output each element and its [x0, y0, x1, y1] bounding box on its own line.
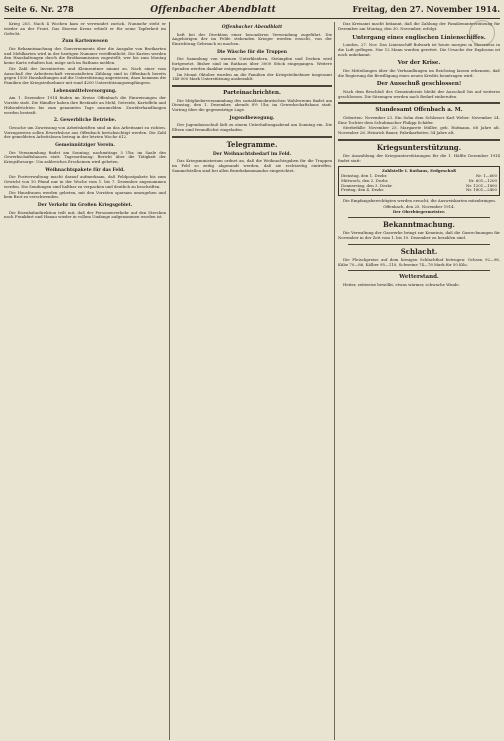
issue-date: Freitag, den 27. November 1914. — [352, 4, 500, 14]
schedule-row: Mittwoch, den 2. Dezbr. Nr. 601—1200 — [341, 177, 498, 183]
schedule-title: Zahlstelle I. Rathaus, Erdgeschoß — [381, 168, 457, 174]
article-text: Geburten: November 23. Ein Sohn dem Schlosser Karl Weber. November 24. Eine Tochter dem Schuhmacher Philipp Schäfer. — [338, 114, 500, 125]
article-text: Die Mitteilungen über die Verhandlungen im Reichstag lassen erkennen, daß die Regierung die Bewilligung eines neuen Kredits beantragen wird. — [338, 67, 500, 78]
article-text: London, 27. Nov. Das Linienschiff Bulwark ist heute morgen in Sheerness in die Luft geflogen. Nur 12 Mann wurden gerettet. Die Ursache der Explosion ist noch unbekannt. — [338, 42, 500, 57]
masthead — [4, 3, 500, 19]
article-text: Krieg 203. Nach 4 Wochen kam er verwundet zurück. Nunmehr steht er wieder an der Front. Das Eiserne Kreuz erhielt er für seine Tapferkeit im Gefecht. — [4, 22, 166, 36]
article-text: Die Auszahlung der Kriegsunterstützungen für die 1. Hälfte Dezember 1914 findet statt: — [338, 152, 500, 163]
article-text: Die Zahl der Inventierten und Kleinrentner nimmt zu. Nach einer vom Ausschuß der Arbeiterschaft veranstalteten Zählung sind in Offenbach bereits gegen 1500 Haushaltungen auf die Unterstützung angewiesen; dazu kommen die Familien der Kriegsteilnehmer mit rund 4200 Unterstützungsempfängern. — [4, 65, 166, 85]
article-text: Heiter, zeitweise bewölkt, etwas wärmer, schwache Winde. — [343, 281, 460, 287]
divider — [348, 217, 490, 218]
article-heading: Untergang eines englischen Linienschiffes. — [352, 34, 486, 41]
article-heading: 2. Gewerbliche Betriebe. — [53, 118, 117, 124]
schedule-row: Dienstag, den 1. Dezbr. Nr. 1—600 — [341, 173, 498, 178]
article-heading: Weihnachtspakete für das Feld. — [45, 167, 125, 173]
article-text: Sterbefälle: November 25. Margarete Müller, geb. Hofmann, 68 Jahre alt. November 26. Heinrich Bauer, Fabrikarbeiter, 54 Jahre alt. — [338, 125, 500, 135]
newspaper-title: Offenbacher Abendblatt — [150, 5, 276, 15]
column-right — [338, 22, 500, 740]
section-heading: Parteinachrichten. — [223, 90, 281, 96]
notice-heading: Bekanntmachung. — [383, 220, 455, 230]
article-heading: Vor der Krise. — [397, 60, 441, 67]
column-header: Offenbacher Abendblatt — [221, 25, 283, 30]
notice-signature: Der Oberbürgermeister. — [392, 208, 446, 214]
notice-heading: Kriegsunterstützung. — [376, 142, 462, 152]
section-heading: Telegramme. — [226, 139, 278, 149]
article-text: Im Monat Oktober wurden an die Familien der Kriegsteilnehmer insgesamt 148 000 Mark Unterstützung ausbezahlt. — [172, 71, 333, 82]
notice-date: Offenbach, den 25. November 1914. — [383, 203, 455, 209]
divider — [172, 85, 332, 87]
notice-heading: Wetterstand. — [399, 274, 439, 281]
page-number: Seite 6. Nr. 278 — [4, 4, 74, 14]
article-heading: Lebensmittelversorgung. — [53, 88, 117, 94]
article-text: Der Jugendausschuß lädt zu einem Unterhaltungsabend am Sonntag ein. Die Eltern sind freundlichst eingeladen. — [172, 122, 333, 132]
column-middle — [169, 22, 335, 740]
divider — [348, 270, 490, 271]
article-heading: Zum Kartenwesen — [62, 39, 108, 45]
column-left — [4, 22, 166, 740]
library-stamp — [469, 20, 495, 46]
article-heading: Jugendbewegung. — [229, 115, 275, 121]
article-heading: Die Wäsche für die Truppen — [216, 49, 288, 55]
article-text: Das Kriegsministerium ordnet an, daß die Weihnachtsgaben für die Truppen im Feld so zeitig abgesandt werden, daß sie rechtzeitig eintreffen. Sammelstellen sind bei allen Bezirkskommandos eingerichtet. — [172, 158, 333, 173]
article-text: Die Empfangsberechtigten werden ersucht, die Ausweiskarten mitzubringen. — [343, 198, 496, 203]
article-heading: Der Weihnachtsbedarf im Feld. — [212, 151, 292, 157]
article-text: Die Fleischpreise auf dem hiesigen Schlachthof betrugen: Ochsen 92—98, Kühe 70—86, Kälber 95—110, Schweine 74—78 Mark für 50 Kilo. — [338, 256, 500, 267]
article-heading: Der Verkehr im Großen Kriegsgebiet. — [37, 203, 133, 208]
article-text: Die Postverwaltung macht darauf aufmerksam, daß Feldpostpakete bis zum Gewicht von 10 Pfund nur in der Woche vom 1. bis 7. Dezember angenommen werden. Die Sendungen sind haltbar zu verpacken und deutlich zu beschriften. — [4, 174, 166, 189]
article-text: Das Kreisamt macht bekannt, daß die Zahlung der Familienunterstützung für Dezember am Montag, den 30. November, erfolgt. — [338, 22, 500, 31]
article-heading: Der Ausschuß geschlossen! — [376, 81, 462, 88]
divider — [338, 139, 500, 141]
article-text: Die Eisenbahndirektion teilt mit, daß der Personenverkehr auf den Strecken nach Frankfurt und Hanau wieder in vollem Umfange aufgenommen worden ist. — [4, 209, 166, 220]
article-text: Die Hausfrauen werden gebeten, mit den Vorräten sparsam umzugehen und kein Brot zu verschwenden. — [4, 189, 166, 200]
divider — [172, 136, 332, 138]
schedule-row: Donnerstag, den 3. Dezbr. Nr. 1201—1800 — [341, 182, 498, 188]
article-text: Die Verwaltung der Gaswerke bringt zur Kenntnis, daß die Gasrechnungen für November in der Zeit vom 1. bis 10. Dezember zu bezahlen sind. — [338, 230, 500, 240]
article-text: Die Versammlung findet am Sonntag, nachmittags 3 Uhr, im Saale des Gewerkschaftshauses statt. Tagesordnung: Bericht über die Tätigkeit der Kriegsfürsorge. Um zahlreiches Erscheinen wird gebeten. — [4, 149, 166, 164]
columns — [4, 22, 500, 740]
notice-heading: Schlacht. — [400, 246, 438, 256]
divider — [338, 102, 500, 104]
article-text: Gesuche um Zuweisung von Arbeitskräften sind an das Arbeitsamt zu richten. Vorzugsweise sollen Erwerbslose aus Offenbach berücksichtigt werden. Die Zahl der gemeldeten Arbeitslosen betrug in der letzten Woche 612. — [4, 124, 166, 140]
article-text: Die Sammlung von warmen Unterkleidern, Strümpfen und Decken wird fortgesetzt. Bisher sind im Rathaus über 3000 Stück eingegangen. Weitere Spenden werden dankbar entgegengenommen. — [172, 56, 333, 71]
article-text: Die Bekanntmachung des Gouvernements über die Ausgabe von Brotkarten und Mehlkarten wird in der heutigen Nummer veröffentlicht. Die Karten werden den Haushaltungen durch die Brotkommission zugestellt; wer bis zum Montag keine Karte erhalten hat, möge sich im Rathaus melden. — [4, 45, 166, 65]
article-heading: Gemeinnütziger Verein. — [55, 143, 115, 148]
section-heading: Standesamt Offenbach a. M. — [375, 107, 463, 114]
schedule-row: Freitag, den 4. Dezbr. Nr. 1801—2400 — [341, 187, 498, 193]
article-text: heft bei der Direktion einer besonderen Verwendung zugeführt. Die Angehörigen der im Felde stehenden Krieger werden ersucht, von der Einrichtung Gebrauch zu machen. — [172, 31, 333, 46]
article-text: Nach dem Beschluß des Gemeinderats bleibt der Ausschuß bis auf weiteres geschlossen. Die Sitzungen werden nach Bedarf einberufen. — [338, 88, 500, 99]
payment-schedule — [338, 166, 500, 196]
divider — [348, 244, 490, 245]
article-text: Am 1. Dezember 1914 finden im Kreise Offenbach die Einweisungen der Vorräte statt. Die Händler haben ihre Bestände an Mehl, Getreide, Kartoffeln und Hülsenfrüchten bis zum genannten Tage anzumelden. Zuwiderhandlungen werden bestraft. — [4, 95, 166, 115]
article-text: Die Mitgliederversammlung des sozialdemokratischen Wahlvereins findet am Dienstag, den 1. Dezember, abends 8½ Uhr, im Gewerkschaftshaus statt. Vortrag über die gegenwärtige Lage. — [172, 97, 333, 112]
